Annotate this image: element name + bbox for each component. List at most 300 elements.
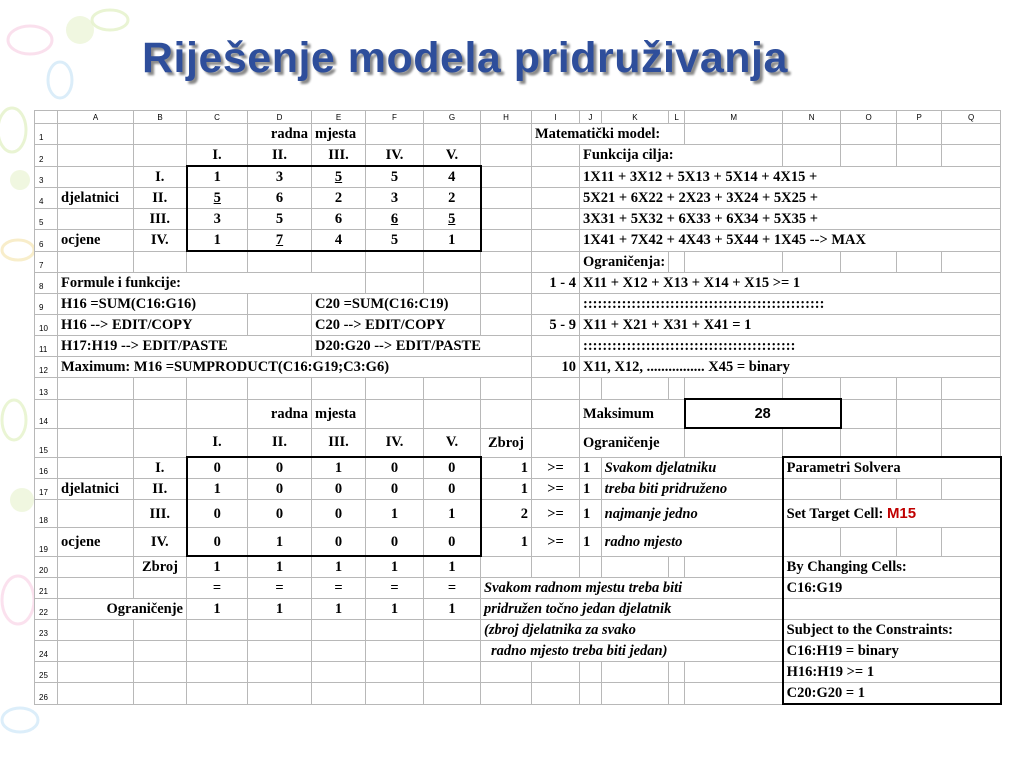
cell-d1[interactable]: radna (248, 124, 312, 145)
cell-g6[interactable]: 1 (424, 230, 481, 252)
cell-a9[interactable]: H16 =SUM(C16:G16) (58, 294, 248, 315)
cell-j2[interactable]: Funkcija cilja: (580, 145, 783, 167)
cell-g21[interactable]: = (424, 578, 481, 599)
cell-i17[interactable]: >= (532, 479, 580, 500)
cell-k17[interactable]: treba biti pridruženo (601, 479, 782, 500)
cell[interactable] (58, 662, 134, 683)
cell[interactable] (134, 145, 187, 167)
cell-c18[interactable]: 0 (187, 500, 248, 528)
row-header[interactable]: 19 (35, 528, 58, 557)
cell[interactable] (942, 479, 1001, 500)
cell[interactable] (248, 662, 312, 683)
column-header-k[interactable]: K (601, 111, 668, 124)
cell-f20[interactable]: 1 (366, 556, 424, 578)
cell-i8[interactable]: 1 - 4 (532, 273, 580, 294)
cell[interactable] (481, 683, 532, 705)
cell-e15[interactable]: III. (312, 428, 366, 457)
cell[interactable] (942, 124, 1001, 145)
cell[interactable] (685, 683, 783, 705)
cell[interactable] (897, 479, 942, 500)
column-header-o[interactable]: O (841, 111, 897, 124)
cell[interactable] (366, 683, 424, 705)
cell-j11[interactable]: :::::::::::::::::::::::::::::::::::::::::::: (580, 336, 1001, 357)
row-header[interactable]: 5 (35, 209, 58, 230)
cell-g19[interactable]: 0 (424, 528, 481, 557)
cell[interactable] (532, 428, 580, 457)
cell[interactable] (481, 556, 532, 578)
cell[interactable] (685, 662, 783, 683)
cell-e14[interactable]: mjesta (312, 399, 366, 428)
cell-i10[interactable]: 5 - 9 (532, 315, 580, 336)
cell[interactable] (897, 528, 942, 557)
cell-j7[interactable]: Ograničenja: (580, 251, 669, 273)
cell-k18[interactable]: najmanje jedno (601, 500, 782, 528)
cell[interactable] (669, 251, 685, 273)
constraints-label[interactable]: Subject to the Constraints: (783, 620, 1001, 641)
cell-e17[interactable]: 0 (312, 479, 366, 500)
cell-g5[interactable]: 5 (424, 209, 481, 230)
cell-e21[interactable]: = (312, 578, 366, 599)
cell-e18[interactable]: 0 (312, 500, 366, 528)
cell-e2[interactable]: III. (312, 145, 366, 167)
cell-a22[interactable]: Ograničenje (58, 599, 187, 620)
cell[interactable] (58, 378, 134, 400)
cell[interactable] (134, 251, 187, 273)
cell-b19[interactable]: IV. (134, 528, 187, 557)
cell-j5[interactable]: 3X31 + 5X32 + 6X33 + 6X34 + 5X35 + (580, 209, 1001, 230)
cell[interactable] (841, 528, 897, 557)
constraint-3[interactable]: C20:G20 = 1 (783, 683, 1001, 705)
cell-e6[interactable]: 4 (312, 230, 366, 252)
cell-c22[interactable]: 1 (187, 599, 248, 620)
cell[interactable] (424, 662, 481, 683)
cell[interactable] (942, 378, 1001, 400)
column-header-i[interactable]: I (532, 111, 580, 124)
cell-c21[interactable]: = (187, 578, 248, 599)
cell-b16[interactable]: I. (134, 457, 187, 479)
column-header-b[interactable]: B (134, 111, 187, 124)
cell[interactable] (424, 620, 481, 641)
cell-f4[interactable]: 3 (366, 188, 424, 209)
cell[interactable] (942, 428, 1001, 457)
cell-a12[interactable]: Maximum: M16 =SUMPRODUCT(C16:G19;C3:G6) (58, 357, 532, 378)
cell-b6[interactable]: IV. (134, 230, 187, 252)
cell-c6[interactable]: 1 (187, 230, 248, 252)
cell-k16[interactable]: Svakom djelatniku (601, 457, 782, 479)
cell[interactable] (58, 578, 134, 599)
cell-h18[interactable]: 2 (481, 500, 532, 528)
cell-g18[interactable]: 1 (424, 500, 481, 528)
cell-i19[interactable]: >= (532, 528, 580, 557)
cell-b3[interactable]: I. (134, 166, 187, 188)
row-header[interactable]: 7 (35, 251, 58, 273)
row-header[interactable]: 23 (35, 620, 58, 641)
cell-a8[interactable]: Formule i funkcije: (58, 273, 366, 294)
cell-g2[interactable]: V. (424, 145, 481, 167)
cell-j4[interactable]: 5X21 + 6X22 + 2X23 + 3X24 + 5X25 + (580, 188, 1001, 209)
cell-b20[interactable]: Zbroj (134, 556, 187, 578)
cell[interactable] (134, 578, 187, 599)
cell[interactable] (187, 251, 248, 273)
cell[interactable] (134, 399, 187, 428)
cell[interactable] (481, 188, 532, 209)
by-changing-cells-label[interactable]: By Changing Cells: (783, 556, 1001, 578)
cell-k19[interactable]: radno mjesto (601, 528, 782, 557)
cell-g4[interactable]: 2 (424, 188, 481, 209)
cell[interactable] (312, 662, 366, 683)
cell[interactable] (424, 273, 481, 294)
cell[interactable] (532, 230, 580, 252)
cell[interactable] (481, 145, 532, 167)
row-header[interactable]: 20 (35, 556, 58, 578)
cell-a4[interactable]: djelatnici (58, 188, 134, 209)
cell[interactable] (685, 428, 783, 457)
cell-e16[interactable]: 1 (312, 457, 366, 479)
cell-g22[interactable]: 1 (424, 599, 481, 620)
cell-b4[interactable]: II. (134, 188, 187, 209)
cell[interactable] (783, 528, 841, 557)
row-header[interactable]: 8 (35, 273, 58, 294)
column-header-h[interactable]: H (481, 111, 532, 124)
cell-g15[interactable]: V. (424, 428, 481, 457)
cell[interactable] (134, 641, 187, 662)
cell[interactable] (187, 620, 248, 641)
cell[interactable] (532, 378, 580, 400)
cell-d17[interactable]: 0 (248, 479, 312, 500)
cell[interactable] (841, 124, 897, 145)
cell[interactable] (366, 399, 424, 428)
cell[interactable] (532, 662, 580, 683)
cell[interactable] (366, 662, 424, 683)
cell-d18[interactable]: 0 (248, 500, 312, 528)
cell[interactable] (481, 166, 532, 188)
cell[interactable] (481, 251, 532, 273)
cell-f15[interactable]: IV. (366, 428, 424, 457)
cell-e22[interactable]: 1 (312, 599, 366, 620)
row-header[interactable]: 16 (35, 457, 58, 479)
cell[interactable] (366, 273, 424, 294)
cell-g20[interactable]: 1 (424, 556, 481, 578)
cell-b5[interactable]: III. (134, 209, 187, 230)
cell-a11[interactable]: H17:H19 --> EDIT/PASTE (58, 336, 312, 357)
cell-j15[interactable]: Ograničenje (580, 428, 685, 457)
row-header[interactable]: 18 (35, 500, 58, 528)
cell-f6[interactable]: 5 (366, 230, 424, 252)
cell[interactable] (248, 251, 312, 273)
cell-c16[interactable]: 0 (187, 457, 248, 479)
cell[interactable] (841, 399, 897, 428)
cell[interactable] (942, 145, 1001, 167)
cell[interactable] (424, 399, 481, 428)
row-header[interactable]: 9 (35, 294, 58, 315)
changing-cells-value[interactable]: C16:G19 (783, 578, 1001, 599)
row-header[interactable]: 2 (35, 145, 58, 167)
constraint-2[interactable]: H16:H19 >= 1 (783, 662, 1001, 683)
cell[interactable] (532, 188, 580, 209)
cell-a10[interactable]: H16 --> EDIT/COPY (58, 315, 248, 336)
cell[interactable] (481, 294, 532, 315)
cell-f16[interactable]: 0 (366, 457, 424, 479)
cell-a17[interactable]: djelatnici (58, 479, 134, 500)
cell[interactable] (248, 315, 312, 336)
cell[interactable] (187, 378, 248, 400)
cell[interactable] (248, 641, 312, 662)
row-header[interactable]: 24 (35, 641, 58, 662)
cell-b17[interactable]: II. (134, 479, 187, 500)
cell[interactable] (580, 683, 602, 705)
cell-c17[interactable]: 1 (187, 479, 248, 500)
cell[interactable] (532, 251, 580, 273)
cell[interactable] (481, 209, 532, 230)
cell[interactable] (481, 315, 532, 336)
row-header[interactable]: 14 (35, 399, 58, 428)
cell-g16[interactable]: 0 (424, 457, 481, 479)
cell[interactable] (248, 294, 312, 315)
constraint-1[interactable]: C16:H19 = binary (783, 641, 1001, 662)
row-header[interactable]: 1 (35, 124, 58, 145)
row-header[interactable]: 13 (35, 378, 58, 400)
cell[interactable] (897, 124, 942, 145)
cell[interactable] (532, 145, 580, 167)
cell-f18[interactable]: 1 (366, 500, 424, 528)
set-target-cell-row[interactable] (783, 500, 1001, 528)
cell-c19[interactable]: 0 (187, 528, 248, 557)
cell[interactable] (580, 378, 602, 400)
cell[interactable] (685, 378, 783, 400)
cell-e5[interactable]: 6 (312, 209, 366, 230)
cell[interactable] (58, 209, 134, 230)
cell[interactable] (481, 662, 532, 683)
cell[interactable] (601, 683, 668, 705)
column-header-a[interactable]: A (58, 111, 134, 124)
cell[interactable] (783, 378, 841, 400)
cell[interactable] (134, 683, 187, 705)
cell[interactable] (187, 683, 248, 705)
cell-a19[interactable]: ocjene (58, 528, 134, 557)
cell-g3[interactable]: 4 (424, 166, 481, 188)
cell-h19[interactable]: 1 (481, 528, 532, 557)
cell[interactable] (58, 428, 134, 457)
cell-c15[interactable]: I. (187, 428, 248, 457)
cell[interactable] (897, 145, 942, 167)
cell-j9[interactable]: :::::::::::::::::::::::::::::::::::::::::::::::::: (580, 294, 1001, 315)
cell[interactable] (58, 399, 134, 428)
cell[interactable] (841, 479, 897, 500)
row-header[interactable]: 22 (35, 599, 58, 620)
cell-c5[interactable]: 3 (187, 209, 248, 230)
cell-d5[interactable]: 5 (248, 209, 312, 230)
column-header-m[interactable]: M (685, 111, 783, 124)
cell-f17[interactable]: 0 (366, 479, 424, 500)
cell[interactable] (532, 399, 580, 428)
cell-d16[interactable]: 0 (248, 457, 312, 479)
cell-d15[interactable]: II. (248, 428, 312, 457)
cell-d2[interactable]: II. (248, 145, 312, 167)
row-header[interactable]: 11 (35, 336, 58, 357)
column-header-f[interactable]: F (366, 111, 424, 124)
cell[interactable] (532, 683, 580, 705)
cell[interactable] (366, 641, 424, 662)
cell-j18[interactable]: 1 (580, 500, 602, 528)
cell-h22[interactable]: pridružen točno jedan djelatnik (481, 599, 783, 620)
cell[interactable] (601, 378, 668, 400)
cell-d3[interactable]: 3 (248, 166, 312, 188)
cell-j3[interactable]: 1X11 + 3X12 + 5X13 + 5X14 + 4X15 + (580, 166, 1001, 188)
cell-e10[interactable]: C20 --> EDIT/COPY (312, 315, 481, 336)
column-header-p[interactable]: P (897, 111, 942, 124)
cell[interactable] (897, 378, 942, 400)
cell-i16[interactable]: >= (532, 457, 580, 479)
column-header-n[interactable]: N (783, 111, 841, 124)
cell-c3[interactable]: 1 (187, 166, 248, 188)
cell[interactable] (248, 683, 312, 705)
cell-h24[interactable]: radno mjesto treba biti jedan) (481, 641, 783, 662)
cell[interactable] (532, 166, 580, 188)
cell[interactable] (481, 230, 532, 252)
row-header[interactable]: 21 (35, 578, 58, 599)
cell[interactable] (312, 641, 366, 662)
column-header-j[interactable]: J (580, 111, 602, 124)
cell[interactable] (669, 556, 685, 578)
cell[interactable] (669, 662, 685, 683)
cell-e19[interactable]: 0 (312, 528, 366, 557)
cell-e1[interactable]: mjesta (312, 124, 366, 145)
cell-j8[interactable]: X11 + X12 + X13 + X14 + X15 >= 1 (580, 273, 1001, 294)
cell[interactable] (783, 599, 1001, 620)
column-header-g[interactable]: G (424, 111, 481, 124)
row-header[interactable]: 15 (35, 428, 58, 457)
cell-j17[interactable]: 1 (580, 479, 602, 500)
cell-j16[interactable]: 1 (580, 457, 602, 479)
cell-b18[interactable]: III. (134, 500, 187, 528)
cell[interactable] (134, 620, 187, 641)
cell-i1[interactable]: Matematički model: (532, 124, 685, 145)
cell-j6[interactable]: 1X41 + 7X42 + 4X43 + 5X44 + 1X45 --> MAX (580, 230, 1001, 252)
cell-f5[interactable]: 6 (366, 209, 424, 230)
cell[interactable] (942, 528, 1001, 557)
cell[interactable] (58, 641, 134, 662)
cell-j14[interactable]: Maksimum (580, 399, 685, 428)
cell-e9[interactable]: C20 =SUM(C16:C19) (312, 294, 481, 315)
cell[interactable] (783, 428, 841, 457)
cell-f3[interactable]: 5 (366, 166, 424, 188)
cell[interactable] (532, 209, 580, 230)
cell-d21[interactable]: = (248, 578, 312, 599)
cell-d14[interactable]: radna (248, 399, 312, 428)
cell[interactable] (187, 124, 248, 145)
cell-i18[interactable]: >= (532, 500, 580, 528)
column-header-l[interactable]: L (669, 111, 685, 124)
cell[interactable] (841, 145, 897, 167)
cell[interactable] (685, 556, 783, 578)
cell[interactable] (783, 145, 841, 167)
cell[interactable] (424, 641, 481, 662)
cell[interactable] (312, 251, 366, 273)
cell[interactable] (366, 620, 424, 641)
cell-a6[interactable]: ocjene (58, 230, 134, 252)
cell[interactable] (58, 145, 134, 167)
cell[interactable] (601, 662, 668, 683)
cell[interactable] (134, 428, 187, 457)
cell[interactable] (58, 166, 134, 188)
cell[interactable] (897, 251, 942, 273)
select-all-corner[interactable] (35, 111, 58, 124)
cell-c20[interactable]: 1 (187, 556, 248, 578)
cell[interactable] (424, 683, 481, 705)
cell[interactable] (942, 399, 1001, 428)
cell[interactable] (897, 399, 942, 428)
objective-value-cell[interactable]: 28 (685, 399, 841, 428)
cell-h23[interactable]: (zbroj djelatnika za svako (481, 620, 783, 641)
cell[interactable] (481, 378, 532, 400)
cell[interactable] (58, 556, 134, 578)
cell[interactable] (134, 662, 187, 683)
cell[interactable] (481, 273, 532, 294)
cell-e20[interactable]: 1 (312, 556, 366, 578)
cell-j12[interactable]: X11, X12, ................ X45 = binary (580, 357, 1001, 378)
row-header[interactable]: 12 (35, 357, 58, 378)
cell-d19[interactable]: 1 (248, 528, 312, 557)
column-header-e[interactable]: E (312, 111, 366, 124)
cell-g17[interactable]: 0 (424, 479, 481, 500)
cell-d6[interactable]: 7 (248, 230, 312, 252)
cell-f2[interactable]: IV. (366, 145, 424, 167)
cell[interactable] (532, 556, 580, 578)
cell[interactable] (669, 378, 685, 400)
cell-d22[interactable]: 1 (248, 599, 312, 620)
cell[interactable] (580, 662, 602, 683)
cell-e4[interactable]: 2 (312, 188, 366, 209)
cell[interactable] (312, 683, 366, 705)
cell-e3[interactable]: 5 (312, 166, 366, 188)
cell[interactable] (481, 124, 532, 145)
cell-d4[interactable]: 6 (248, 188, 312, 209)
cell-f21[interactable]: = (366, 578, 424, 599)
cell[interactable] (897, 428, 942, 457)
cell[interactable] (187, 641, 248, 662)
column-header-q[interactable]: Q (942, 111, 1001, 124)
cell-c4[interactable]: 5 (187, 188, 248, 209)
cell[interactable] (685, 124, 783, 145)
cell[interactable] (841, 428, 897, 457)
cell[interactable] (685, 251, 783, 273)
cell[interactable] (248, 620, 312, 641)
row-header[interactable]: 26 (35, 683, 58, 705)
cell[interactable] (187, 399, 248, 428)
cell[interactable] (580, 556, 602, 578)
cell-i12[interactable]: 10 (532, 357, 580, 378)
cell-c2[interactable]: I. (187, 145, 248, 167)
cell-f19[interactable]: 0 (366, 528, 424, 557)
cell[interactable] (366, 378, 424, 400)
cell[interactable] (134, 124, 187, 145)
cell-e11[interactable]: D20:G20 --> EDIT/PASTE (312, 336, 532, 357)
row-header[interactable]: 4 (35, 188, 58, 209)
cell[interactable] (424, 378, 481, 400)
cell[interactable] (783, 251, 841, 273)
cell[interactable] (58, 500, 134, 528)
cell[interactable] (248, 378, 312, 400)
cell[interactable] (841, 378, 897, 400)
cell[interactable] (58, 124, 134, 145)
cell[interactable] (532, 336, 580, 357)
cell[interactable] (783, 479, 841, 500)
cell[interactable] (424, 124, 481, 145)
cell[interactable] (366, 124, 424, 145)
cell[interactable] (58, 620, 134, 641)
cell-j19[interactable]: 1 (580, 528, 602, 557)
row-header[interactable]: 10 (35, 315, 58, 336)
